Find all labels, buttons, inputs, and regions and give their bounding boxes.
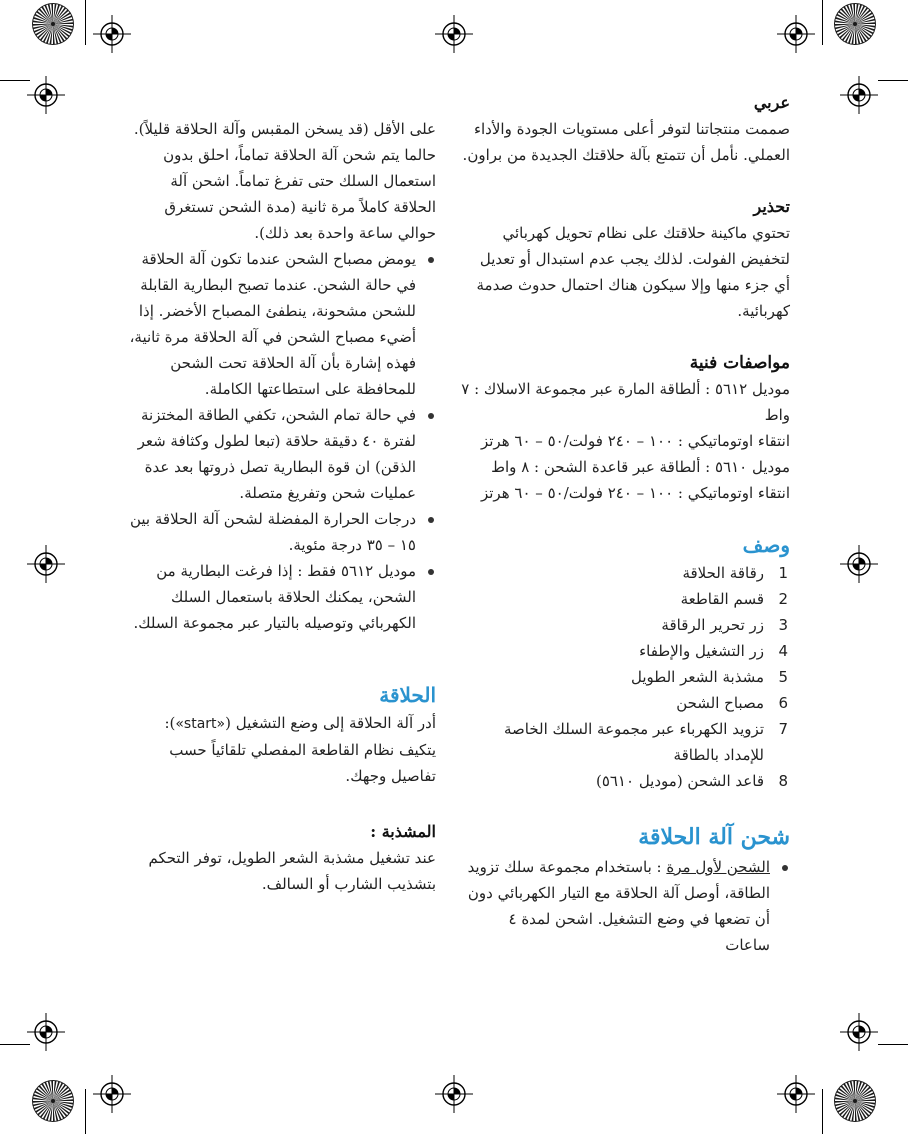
charging-notes-list xyxy=(126,246,436,636)
list-item xyxy=(460,854,790,958)
part-number: 4 xyxy=(778,642,788,660)
list-item xyxy=(126,246,436,402)
starburst-top-left-icon xyxy=(31,2,75,46)
part-label: مشذبة الشعر الطويل xyxy=(630,668,764,686)
part-number: 1 xyxy=(778,564,788,582)
list-item xyxy=(460,690,790,716)
part-number: 8 xyxy=(778,772,788,790)
part-label: قاعد الشحن (موديل ٥٦١٠) xyxy=(595,772,764,790)
bullet-text: موديل ٥٦١٢ فقط : إذا فرغت البطارية من الشحن، يمكنك الحلاقة باستعمال السلك الكهربائي وتوصيله بالتيار عبر مجموعة السلك. xyxy=(133,562,416,632)
bullet-icon xyxy=(428,257,434,263)
registration-mark-top-left-icon xyxy=(92,14,132,54)
bullet-text: في حالة تمام الشحن، تكفي الطاقة المختزنة لفترة ٤٠ دقيقة حلاقة (تبعا لطول وكثافة شعر الذقن) ان قوة البطارية تصل ذروتها بعد عدة عمليات شحن وتفريغ متصلة. xyxy=(137,406,416,502)
charging-heading: شحن آلة الحلاقة xyxy=(638,824,790,850)
shaving-text-after: ): يتكيف نظام القاطعة المفصلي تلقائياً حسب تفاصيل وجهك. xyxy=(164,714,436,785)
shaving-paragraph xyxy=(126,710,436,789)
crop-line xyxy=(822,0,823,45)
left-column xyxy=(126,116,436,923)
list-item xyxy=(460,638,790,664)
shaving-text-before: أدر آلة الحلاقة إلى وضع التشغيل ( xyxy=(225,714,436,732)
bullet-icon xyxy=(782,865,788,871)
charging-section xyxy=(460,824,790,958)
registration-mark-left-middle-icon xyxy=(26,544,66,584)
start-label: «start» xyxy=(175,716,226,732)
charging-list xyxy=(460,854,790,958)
shaving-heading: الحلاقة xyxy=(379,683,436,707)
warning-paragraph: تحتوي ماكينة حلاقتك على نظام تحويل كهربائي لتخفيض الفولت. لذلك يجب عدم استبدال أو تعديل أي جزء منها وإلا سيكون هناك احتمال حدوث صدمة كهربائية. xyxy=(476,224,790,320)
list-item xyxy=(460,664,790,690)
charging-continued-section xyxy=(126,116,436,636)
registration-mark-right-lower-icon xyxy=(839,1012,879,1052)
part-label: رقاقة الحلاقة xyxy=(682,564,764,582)
specs-line: انتقاء اوتوماتيكي : ١٠٠ – ٢٤٠ فولت/٥٠ – ٦٠ هرتز xyxy=(480,484,790,502)
starburst-bottom-right-icon xyxy=(833,1079,877,1123)
bullet-text: يومض مصباح الشحن عندما تكون آلة الحلاقة في حالة الشحن. عندما تصبح البطارية القابلة للشحن مشحونة، ينطفئ المصباح الأخضر. إذا أضيء مصباح الشحن في آلة الحلاقة مرة ثانية، فهذه إشارة بأن آلة الحلاقة تحت الشحن للمحافظة على استطاعتها الكاملة. xyxy=(129,250,416,398)
warning-section xyxy=(460,194,790,324)
specs-line: موديل ٥٦١٢ : ألطاقة المارة عبر مجموعة الاسلاك : ٧ واط xyxy=(461,380,790,424)
bullet-icon xyxy=(428,413,434,419)
registration-mark-bottom-right-icon xyxy=(776,1074,816,1114)
specs-line: موديل ٥٦١٠ : ألطاقة عبر قاعدة الشحن : ٨ واط xyxy=(491,458,790,476)
trimmer-heading: المشذبة : xyxy=(370,822,436,841)
crop-line xyxy=(85,0,86,45)
registration-mark-left-upper-icon xyxy=(26,75,66,115)
first-charge-label: الشحن لأول مرة xyxy=(666,858,770,876)
crop-line xyxy=(878,80,908,81)
bullet-text: درجات الحرارة المفضلة لشحن آلة الحلاقة بين ١٥ – ٣٥ درجة مئوية. xyxy=(129,510,416,554)
crop-line xyxy=(0,80,30,81)
specs-line: انتقاء اوتوماتيكي : ١٠٠ – ٢٤٠ فولت/٥٠ – ٦٠ هرتز xyxy=(480,432,790,450)
registration-mark-top-center-icon xyxy=(434,14,474,54)
part-label: قسم القاطعة xyxy=(680,590,764,608)
part-label: زر التشغيل والإطفاء xyxy=(639,642,764,660)
specs-heading: مواصفات فنية xyxy=(689,353,790,373)
list-item xyxy=(460,586,790,612)
list-item xyxy=(460,716,790,768)
list-item xyxy=(460,612,790,638)
list-item xyxy=(460,768,790,794)
list-item xyxy=(126,506,436,558)
starburst-top-right-icon xyxy=(833,2,877,46)
crop-line xyxy=(878,1044,908,1045)
intro-paragraph: صممت منتجاتنا لتوفر أعلى مستويات الجودة والأداء العملي. نأمل أن تتمتع بآلة حلاقتك الجديدة من براون. xyxy=(462,120,790,164)
registration-mark-right-upper-icon xyxy=(839,75,879,115)
part-number: 7 xyxy=(778,720,788,738)
shaving-section xyxy=(126,682,436,789)
part-number: 2 xyxy=(778,590,788,608)
list-item xyxy=(460,560,790,586)
crop-line xyxy=(0,1044,30,1045)
part-label: زر تحرير الرقاقة xyxy=(661,616,764,634)
starburst-bottom-left-icon xyxy=(31,1079,75,1123)
registration-mark-bottom-left-icon xyxy=(92,1074,132,1114)
trimmer-section xyxy=(126,819,436,897)
bullet-icon xyxy=(428,517,434,523)
intro-section xyxy=(460,90,790,168)
bullet-icon xyxy=(428,569,434,575)
crop-line xyxy=(822,1089,823,1134)
part-number: 6 xyxy=(778,694,788,712)
right-column xyxy=(460,90,790,984)
specs-section xyxy=(460,350,790,506)
first-charge-text: : باستخدام مجموعة سلك تزويد الطاقة، أوصل آلة الحلاقة مع التيار الكهربائي دون أن تضعها في وضع التشغيل. اشحن لمدة ٤ ساعات xyxy=(467,858,770,954)
part-number: 3 xyxy=(778,616,788,634)
registration-mark-bottom-center-icon xyxy=(434,1074,474,1114)
warning-heading: تحذير xyxy=(753,197,790,216)
parts-list xyxy=(460,560,790,794)
registration-mark-left-lower-icon xyxy=(26,1012,66,1052)
charging-continued-paragraph: على الأقل (قد يسخن المقبس وآلة الحلاقة قليلاً). حالما يتم شحن آلة الحلاقة تماماً، احلق بدون استعمال السلك حتى تفرغ تماماً. اشحن آلة الحلاقة كاملاً مرة ثانية (مدة الشحن تستغرق حوالي ساعة واحدة بعد ذلك). xyxy=(133,120,436,242)
list-item xyxy=(126,402,436,506)
registration-mark-right-middle-icon xyxy=(839,544,879,584)
part-label: مصباح الشحن xyxy=(676,694,764,712)
registration-mark-top-right-icon xyxy=(776,14,816,54)
part-number: 5 xyxy=(778,668,788,686)
trimmer-paragraph: عند تشغيل مشذبة الشعر الطويل، توفر التحكم بتشذيب الشارب أو السالف. xyxy=(148,849,436,893)
list-item xyxy=(126,558,436,636)
crop-line xyxy=(85,1089,86,1134)
description-heading: وصف xyxy=(742,533,790,557)
language-heading: عربي xyxy=(753,93,790,112)
part-label: تزويد الكهرباء عبر مجموعة السلك الخاصة للإمداد بالطاقة xyxy=(504,720,764,764)
description-section xyxy=(460,532,790,794)
